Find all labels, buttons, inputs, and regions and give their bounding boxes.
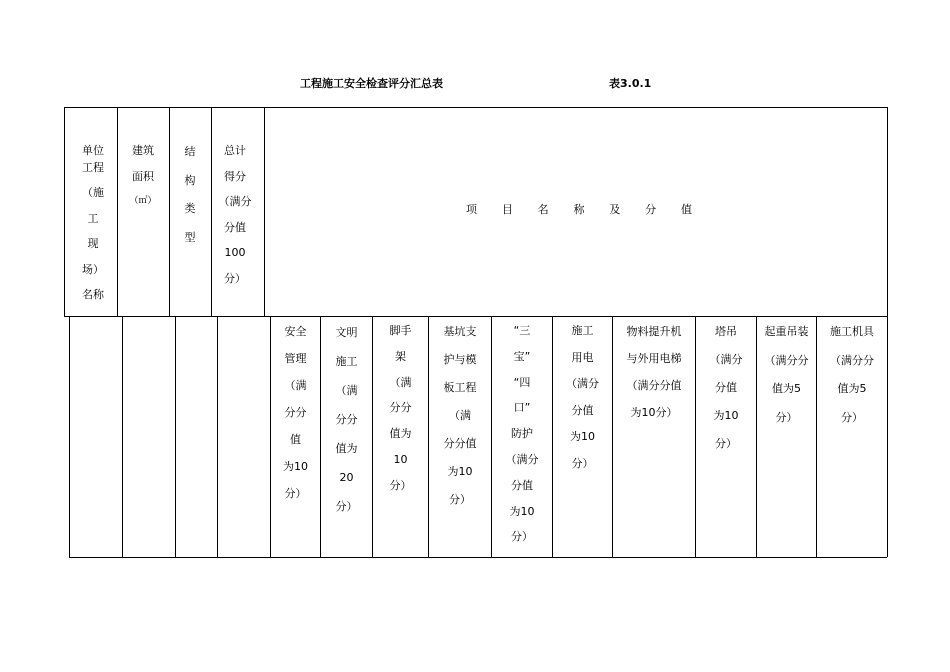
table-top-border xyxy=(64,107,887,108)
table-number: 表3.0.1 xyxy=(609,77,652,90)
table-right-border xyxy=(887,107,888,557)
item-three-treasures-four-openings: “三 宝” “四 口” 防护 （满分 分值 为10 分） xyxy=(505,324,539,544)
header-bottom-border xyxy=(64,316,887,317)
header-project-title: 项 目 名 称 及 分 值 xyxy=(466,203,692,216)
item-scaffolding: 脚手 架 （满 分分 值为 10 分） xyxy=(389,324,412,492)
header-total-score: 总计 得分 （满分 分值 100 分） xyxy=(218,144,252,285)
header-building-area: 建筑 面积 （㎡） xyxy=(129,144,157,206)
body-left-border xyxy=(69,316,70,557)
header-col-divider-3 xyxy=(211,107,212,316)
item-tower-crane: 塔吊 （满分 分值 为10 分） xyxy=(709,325,743,450)
header-unit-project: 单位 工程 （施 工 现 场） 名称 xyxy=(82,144,104,301)
header-structure-type: 结 构 类 型 xyxy=(184,145,196,244)
body-col-divider-2 xyxy=(175,316,176,557)
item-lifting-hoisting: 起重吊装 （满分分 值为5 分） xyxy=(764,325,809,424)
item-safety-management: 安全 管理 （满 分分 值 为10 分） xyxy=(283,325,308,500)
item-civilized-construction: 文明 施工 （满 分分 值为 20 分） xyxy=(335,326,358,513)
header-col-divider-4 xyxy=(264,107,265,316)
header-left-border xyxy=(64,107,65,316)
item-material-hoist-elevator: 物料提升机 与外用电梯 （满分分值 为10分） xyxy=(626,325,682,419)
item-foundation-pit-formwork: 基坑支 护与模 板工程 （满 分分值 为10 分） xyxy=(443,325,477,506)
item-construction-electricity: 施工 用电 （满分 分值 为10 分） xyxy=(566,324,599,470)
document-title: 工程施工安全检查评分汇总表 xyxy=(300,77,443,90)
body-col-divider-1 xyxy=(122,316,123,557)
item-construction-machinery: 施工机具 （满分分 值为5 分） xyxy=(830,325,874,424)
body-col-divider-3 xyxy=(217,316,218,557)
table-bottom-border xyxy=(69,557,887,558)
